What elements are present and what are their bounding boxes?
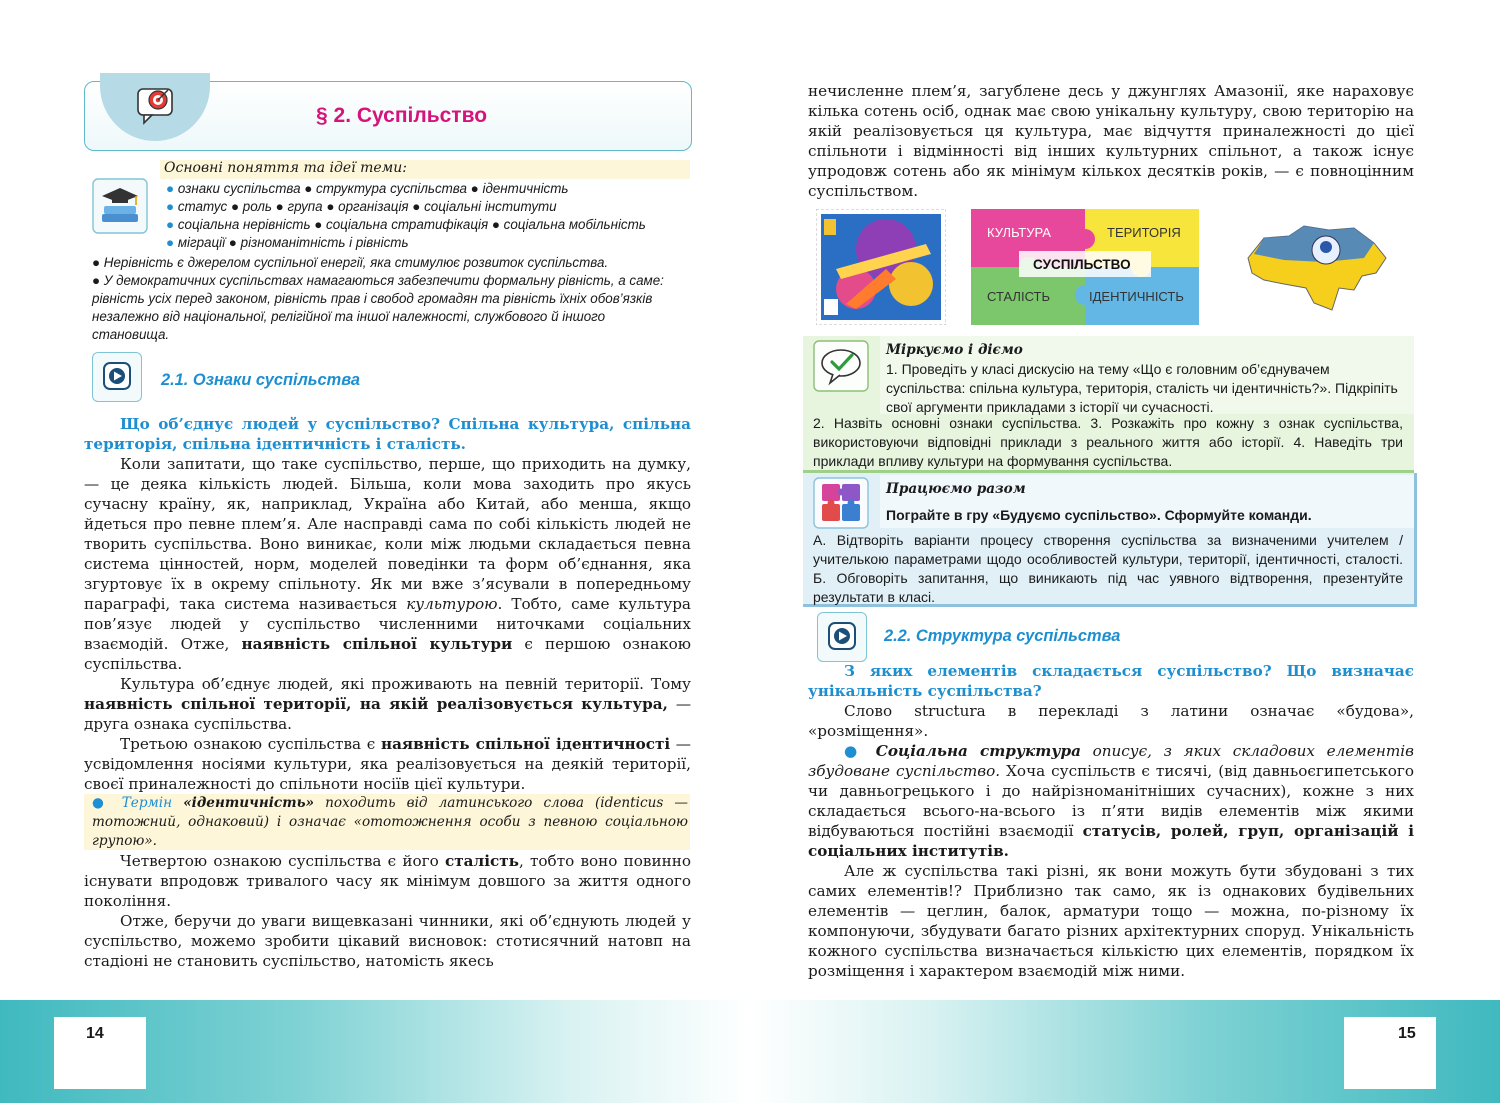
p4-c: , тобто воно повинно існувати впродовж тривалого часу як мінімум довшого за життя одного покоління.	[84, 852, 691, 910]
left-body-text-2	[84, 851, 691, 971]
section-icon-box-2	[817, 612, 867, 662]
p2-d: Хоча суспільств є тисячі, (від давньоєгипетського чи давньогрецького і до найрізноманітніших сучасних), кожне з них складається всього-на-всього із п’яти видів елементів між якими відбуваються постійні взаємодії	[808, 762, 1414, 840]
p3-c: — усвідомлення носіями культури, яка реалізовується на деякій території, своєї приналежності до спільноти носіїв цієї культури.	[84, 735, 691, 793]
p3-bold: наявність спільної ідентичності	[380, 735, 671, 753]
idea-inequality: ● Нерівність є джерелом суспільної енергії, яка стимулює розвиток суспільства.	[92, 255, 609, 270]
work-heading: Працюємо разом	[886, 481, 1026, 497]
p2-bold: статусів, ролей, груп, організацій і соціальних інститутів.	[808, 822, 1414, 860]
p4-a: Четвертою ознакою суспільства є його	[120, 852, 445, 870]
concepts-heading: Основні поняття та ідеї теми:	[164, 160, 408, 176]
think-heading: Міркуємо і діємо	[886, 342, 1023, 358]
paragraph-5: Отже, беручи до уваги вищевказані чинники, які об’єднують людей у суспільство, можемо зробити цікавий висновок: стотисячний натовп на стадіоні не становить суспільство, натомість якесь	[84, 912, 691, 970]
term-social-structure: Соціальна структура	[875, 742, 1081, 760]
puzzle-pieces-icon	[813, 477, 869, 529]
paragraph-2	[84, 674, 691, 734]
section-title-2-1: 2.1. Ознаки суспільства	[161, 371, 361, 389]
society-puzzle-image	[971, 209, 1199, 325]
ukraine-stamp-image	[816, 209, 946, 325]
play-icon	[818, 613, 866, 661]
footer-band	[0, 1000, 1500, 1103]
concept-line-1-text: ознаки суспільства ● структура суспільства ● ідентичність	[177, 181, 569, 196]
paragraph-structura: Слово structura в перекладі з латини означає «будова», «розміщення».	[808, 702, 1414, 740]
note-term: «ідентичність»	[183, 795, 315, 811]
p1-term-culture: культурою	[406, 595, 498, 613]
target-chat-icon	[100, 73, 210, 141]
paragraph-1	[84, 454, 691, 674]
paragraph-3	[84, 734, 691, 794]
paragraph-continued: нечисленне плем’я, загублене десь у джунглях Амазонії, яке нараховує кілька сотень осіб, однак має свою унікальну культуру, свою територію на якій реалізовується ця культура, має відчуття приналежності до цієї спільноти і відмінності від інших культурних спільнот, а також існує упродовж сотень або як мінімум кількох десятків років, — є повноцінним суспільством.	[808, 82, 1414, 200]
note-text: походить від латинського слова (identicus — тотожний, однаковий) і означає «ототожнення особи з певною соціальною групою».	[92, 795, 688, 849]
concept-line-3: ● соціальна нерівність ● соціальна стратифікація ● соціальна мобільність	[166, 217, 646, 232]
graduation-books-icon	[92, 178, 148, 234]
work-instructions: А. Відтворіть варіанти процесу створення суспільства за визначеними учителем / учителькою параметрами щодо особливостей культури, території, ідентичності, сталості. Б. Обговоріть запитання, що виникають під час уявного відтворення, презентуйте результати в класі.	[813, 532, 1403, 605]
term-note	[92, 794, 688, 851]
page-number-box-right	[1344, 1017, 1436, 1089]
page-title: § 2. Суспільство	[316, 104, 488, 127]
p2-bold: наявність спільної території, на якій реалізовується культура,	[84, 695, 668, 713]
page-number-left: 14	[86, 1025, 104, 1042]
puzzle-label-society: СУСПІЛЬСТВО	[1033, 257, 1131, 272]
concept-line-3-text: соціальна нерівність ● соціальна стратифікація ● соціальна мобільність	[177, 217, 646, 232]
paragraph-social-structure	[808, 741, 1414, 861]
section-icon-box-1	[92, 352, 142, 402]
paragraph-4	[84, 851, 691, 911]
section-question-2-1: Що об’єднує людей у суспільство? Спільна культура, спільна територія, спільна ідентичність і сталість.	[84, 415, 691, 453]
concept-line-1: ● ознаки суспільства ● структура суспільства ● ідентичність	[166, 181, 569, 196]
p1-c: . Тобто, саме культура пов’язує людей у суспільство численними ниточками соціальних взаємодій. Отже,	[84, 595, 691, 653]
right-intro-text	[808, 81, 1414, 201]
p2-a: Культура об’єднує людей, які проживають на певній території. Тому	[120, 675, 691, 693]
definition-social-structure: описує, з яких складових елементів збудоване суспільство.	[808, 742, 1414, 780]
puzzle-label-identity: ІДЕНТИЧНІСТЬ	[1089, 289, 1184, 304]
puzzle-label-territory: ТЕРИТОРІЯ	[1107, 225, 1181, 240]
puzzle-label-culture: КУЛЬТУРА	[987, 225, 1051, 240]
p3-a: Третьою ознакою суспільства є	[120, 735, 381, 753]
title-banner-tab	[100, 73, 210, 141]
concept-line-4-text: міграції ● різноманітність і рівність	[177, 235, 409, 250]
p-bullet: ●	[844, 742, 876, 760]
page-number-box-left	[54, 1017, 146, 1089]
work-game-title: Пограйте в гру «Будуємо суспільство». Сформуйте команди.	[886, 507, 1312, 523]
p1-bold: наявність спільної культури	[241, 635, 513, 653]
p1-e: є першою ознакою суспільства.	[84, 635, 691, 673]
concept-line-4: ● міграції ● різноманітність і рівність	[166, 235, 409, 250]
p2-c: — друга ознака суспільства.	[84, 695, 692, 733]
note-bullet: ● Термін	[92, 795, 184, 811]
ukraine-map-image	[1244, 218, 1390, 318]
checkmark-chat-icon	[813, 340, 869, 392]
section-title-2-2: 2.2. Структура суспільства	[884, 627, 1121, 645]
section-question-2-2: З яких елементів складається суспільство? Що визначає унікальність суспільства?	[808, 662, 1414, 700]
p4-bold: сталість	[445, 852, 519, 870]
concept-line-2-text: статус ● роль ● група ● організація ● соціальні інститути	[177, 199, 557, 214]
p1-a: Коли запитати, що таке суспільство, перше, що приходить на думку, — це деяка кількість людей. Більша, коли мова заходить про якусь сучасну країну, як, наприклад, Україна або Китай, або менша, якщо йдеться про певне плем’я. Але насправді сама по собі кількість людей не творить суспільства. Воно виникає, коли між людьми складається певна система цінностей, норм, моделей поведінки та форм об’єднання, яка згуртовує їх в окрему спільноту. Як ми вже з’ясували в попередньому параграфі, така система називається	[84, 455, 691, 613]
play-icon	[93, 353, 141, 401]
idea-equality: ● У демократичних суспільствах намагаються забезпечити формальну рівність, а саме: рівність усіх перед законом, рівність прав і свобод громадян та рівність їхніх обов’язків незалежно від національної, релігійної та іншої належності, службового й іншого становища.	[92, 273, 664, 342]
paragraph-uniqueness: Але ж суспільства такі різні, як вони можуть бути збудовані з тих самих елементів!? Приблизно так само, як із однакових будівельних елементів — цеглин, балок, арматури тощо — можна, по-різному їх компонуючи, збудувати багато різних архітектурних споруд. Унікальність кожного суспільства визначається кількістю цих елементів, порядком їх розміщення і характером взаємодій між ними.	[808, 862, 1414, 980]
puzzle-label-stability: СТАЛІСТЬ	[987, 289, 1050, 304]
page-number-right: 15	[1398, 1025, 1416, 1042]
think-task-1: 1. Проведіть у класі дискусію на тему «Що є головним об’єднувачем суспільства: спільна культура, територія, сталість чи ідентичність?». Підкріпіть свої аргументи прикладами з історії чи сучасності.	[886, 361, 1398, 415]
left-body-text	[84, 414, 691, 794]
think-tasks-2-4: 2. Назвіть основні ознаки суспільства. 3. Розкажіть про кожну з ознак суспільства, використовуючи відповідні приклади з реального життя або історії. 4. Наведіть три приклади впливу культури на формування суспільства.	[813, 415, 1403, 469]
concept-line-2: ● статус ● роль ● група ● організація ● соціальні інститути	[166, 199, 557, 214]
right-body-text	[808, 661, 1414, 981]
